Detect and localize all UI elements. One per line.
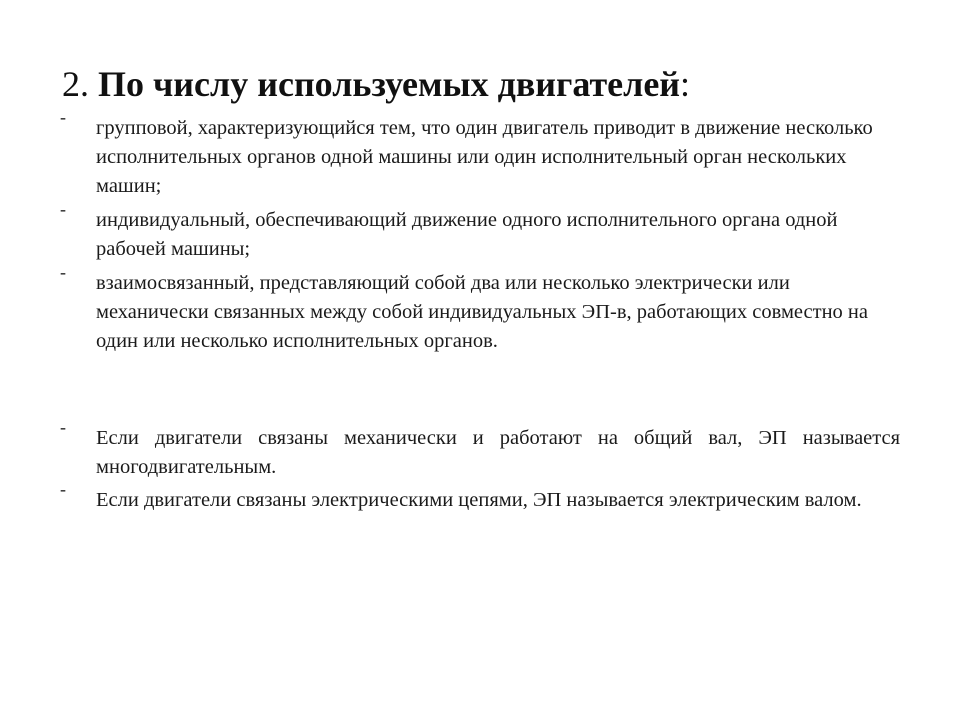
list-item-text: групповой, характеризующийся тем, что один двигатель приводит в движение несколько исполнительных органов одной машины или один исполнительный орган нескольких машин;: [96, 117, 873, 197]
bullet-dash: -: [60, 199, 66, 219]
list-item: [60, 199, 900, 264]
types-list: [60, 107, 900, 361]
list-item-text: взаимосвязанный, представляющий собой два или несколько электрически или механически связанных между собой индивидуальных ЭП-в, работающих совместно на один или несколько исполнительных органов.: [96, 272, 869, 352]
bullet-dash: -: [60, 479, 66, 499]
title-colon: :: [680, 64, 691, 104]
list-item: [60, 479, 900, 515]
title-number: 2.: [62, 64, 89, 104]
list-item: [60, 417, 900, 482]
list-item-text: Если двигатели связаны механически и работают на общий вал, ЭП называется многодвигательным.: [96, 427, 900, 478]
list-item: [60, 262, 900, 356]
list-item-text: Если двигатели связаны электрическими цепями, ЭП называется электрическим валом.: [96, 489, 862, 511]
slide-title: [62, 62, 690, 106]
bullet-dash: -: [60, 417, 66, 437]
list-item-text: индивидуальный, обеспечивающий движение одного исполнительного органа одной рабочей машины;: [96, 209, 838, 260]
list-item: [60, 107, 900, 201]
bullet-dash: -: [60, 262, 66, 282]
title-text: По числу используемых двигателей: [98, 64, 681, 104]
bullet-dash: -: [60, 107, 66, 127]
notes-list: [60, 417, 900, 519]
